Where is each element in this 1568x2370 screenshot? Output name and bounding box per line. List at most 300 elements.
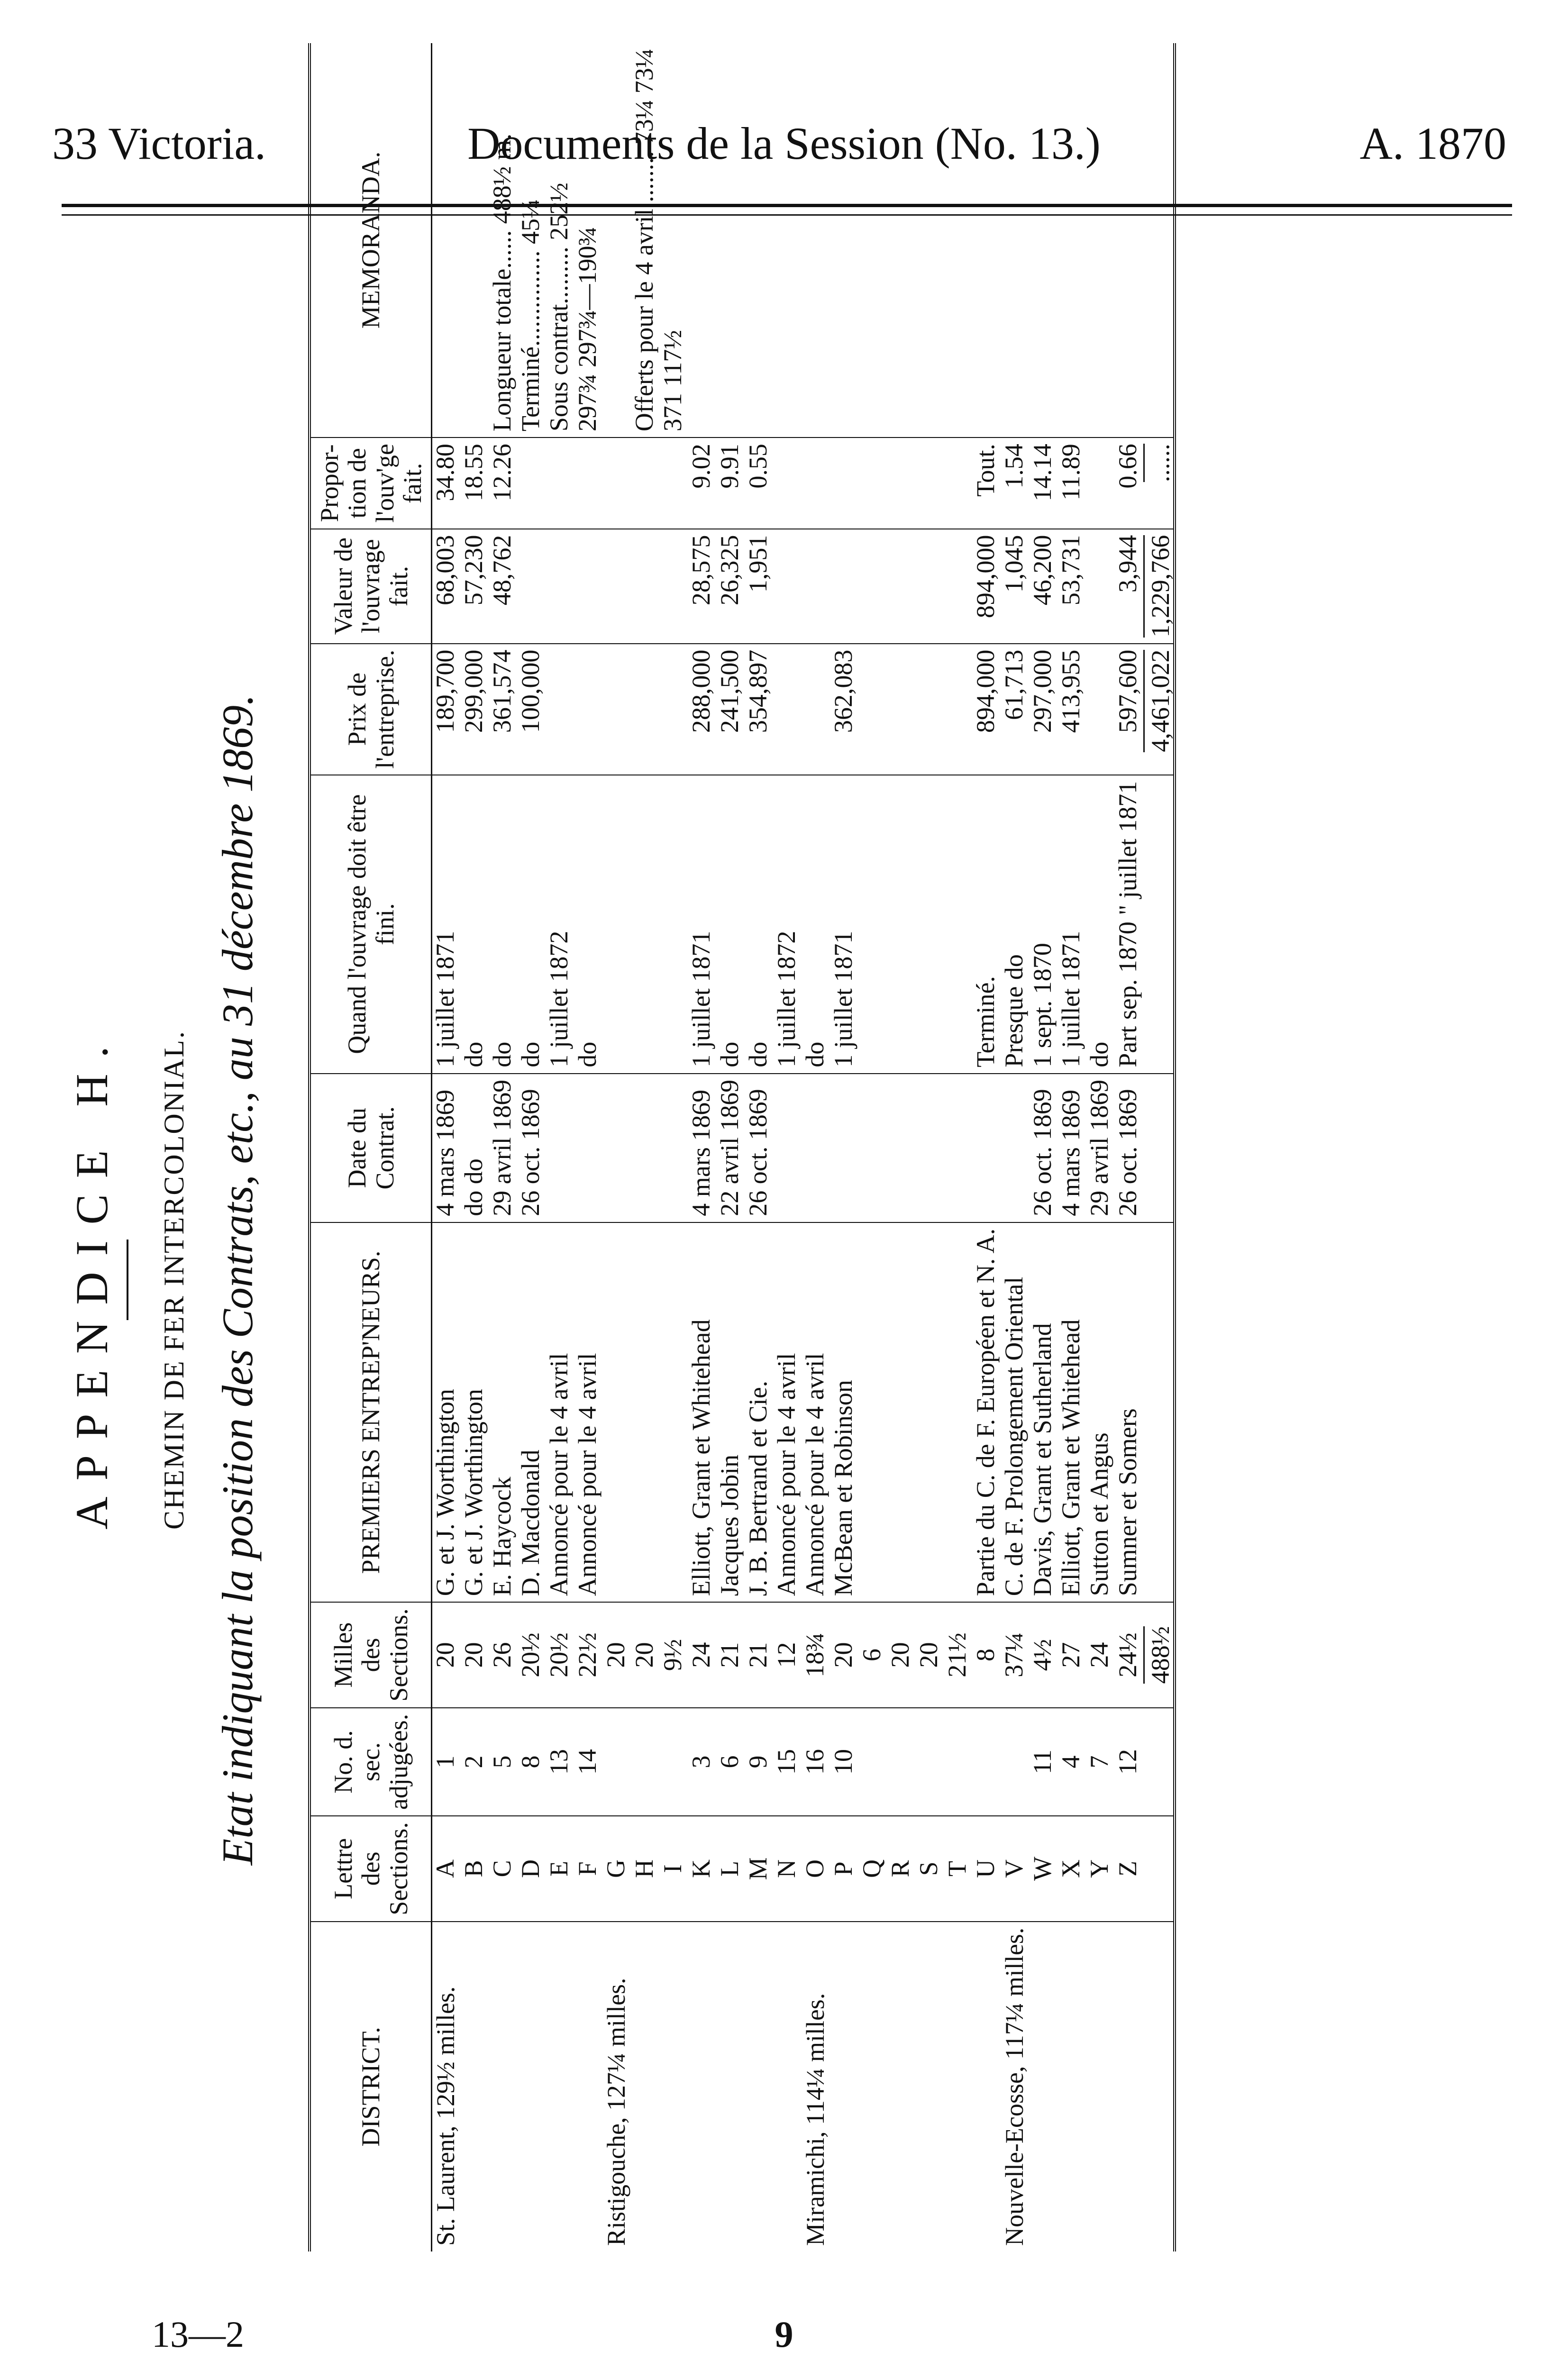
cell-milles: 27 xyxy=(1058,1602,1086,1707)
table-row xyxy=(1058,43,1086,2252)
cell-memo xyxy=(603,43,631,438)
col-header-date: Date du Contrat. xyxy=(310,1074,432,1222)
cell-quand: do xyxy=(802,775,830,1074)
cell-date xyxy=(574,1074,603,1222)
col-header-no: No. d. sec. adjugées. xyxy=(310,1708,432,1816)
cell-milles: 24 xyxy=(1086,1602,1115,1707)
cell-milles: 20 xyxy=(916,1602,944,1707)
cell-prix xyxy=(1086,644,1115,775)
cell-entrepreneur: Partie du C. de F. Européen et N. A. xyxy=(973,1222,1001,1603)
table-row xyxy=(717,43,745,2252)
cell-proportion xyxy=(1086,438,1115,529)
cell-prix: 297,000 xyxy=(1030,644,1058,775)
cell-lettre: S xyxy=(916,1816,944,1921)
cell-entrepreneur: J. B. Bertrand et Cie. xyxy=(745,1222,774,1603)
cell-district xyxy=(774,1922,802,2252)
cell-valeur xyxy=(887,529,916,644)
cell-district xyxy=(1086,1922,1115,2252)
cell-entrepreneur: C. de F. Prolongement Oriental xyxy=(1001,1222,1030,1603)
cell-district xyxy=(518,1922,546,2252)
table-row xyxy=(859,43,887,2252)
cell-lettre: Q xyxy=(859,1816,887,1921)
cell-district xyxy=(1058,1922,1086,2252)
cell-proportion xyxy=(631,438,660,529)
cell-lettre: U xyxy=(973,1816,1001,1921)
cell-date: 26 oct. 1869 xyxy=(518,1074,546,1222)
cell-date xyxy=(830,1074,859,1222)
totals-cell-quand xyxy=(1143,775,1175,1074)
cell-quand: Terminé. xyxy=(973,775,1001,1074)
cell-prix xyxy=(802,644,830,775)
cell-lettre: L xyxy=(717,1816,745,1921)
cell-prix xyxy=(574,644,603,775)
cell-date xyxy=(631,1074,660,1222)
cell-district xyxy=(631,1922,660,2252)
totals-cell-proportion xyxy=(1143,438,1175,529)
totals-cell-no xyxy=(1143,1708,1175,1816)
cell-milles: 9½ xyxy=(660,1602,688,1707)
cell-date xyxy=(916,1074,944,1222)
table-row xyxy=(603,43,631,2252)
cell-memo xyxy=(1058,43,1086,438)
cell-entrepreneur xyxy=(859,1222,887,1603)
cell-no: 13 xyxy=(546,1708,574,1816)
cell-date xyxy=(859,1074,887,1222)
cell-memo xyxy=(802,43,830,438)
cell-district xyxy=(489,1922,518,2252)
totals-cell-date xyxy=(1143,1074,1175,1222)
cell-memo xyxy=(461,43,489,438)
cell-lettre: R xyxy=(887,1816,916,1921)
cell-quand xyxy=(916,775,944,1074)
totals-row xyxy=(1143,43,1175,2252)
cell-proportion: 11.89 xyxy=(1058,438,1086,529)
cell-valeur xyxy=(518,529,546,644)
cell-milles: 20 xyxy=(830,1602,859,1707)
cell-prix: 354,897 xyxy=(745,644,774,775)
table-row xyxy=(802,43,830,2252)
table-row xyxy=(745,43,774,2252)
cell-memo xyxy=(432,43,461,438)
cell-valeur: 1,045 xyxy=(1001,529,1030,644)
cell-prix xyxy=(859,644,887,775)
cell-quand xyxy=(859,775,887,1074)
cell-milles: 24 xyxy=(688,1602,717,1707)
cell-quand: 1 juillet 1872 xyxy=(774,775,802,1074)
cell-entrepreneur xyxy=(887,1222,916,1603)
cell-valeur xyxy=(859,529,887,644)
cell-no: 3 xyxy=(688,1708,717,1816)
cell-entrepreneur: Jacques Jobin xyxy=(717,1222,745,1603)
cell-milles: 22½ xyxy=(574,1602,603,1707)
cell-memo xyxy=(973,43,1001,438)
cell-milles: 37¼ xyxy=(1001,1602,1030,1707)
cell-date: 4 mars 1869 xyxy=(1058,1074,1086,1222)
cell-entrepreneur xyxy=(603,1222,631,1603)
cell-entrepreneur: G. et J. Worthington xyxy=(461,1222,489,1603)
cell-quand xyxy=(631,775,660,1074)
cell-milles: 20 xyxy=(461,1602,489,1707)
totals-cell-memo xyxy=(1143,43,1175,438)
table-row xyxy=(1001,43,1030,2252)
col-header-milles: Milles des Sections. xyxy=(310,1602,432,1707)
cell-district: Nouvelle-Ecosse, 117¼ milles. xyxy=(1000,1927,1029,2246)
cell-district: Ristigouche, 127¼ milles. xyxy=(602,1978,631,2246)
cell-memo xyxy=(916,43,944,438)
cell-district xyxy=(717,1922,745,2252)
cell-prix: 361,574 xyxy=(489,644,518,775)
cell-lettre: A xyxy=(432,1816,461,1921)
cell-date xyxy=(1001,1074,1030,1222)
cell-no xyxy=(660,1708,688,1816)
cell-valeur xyxy=(631,529,660,644)
total-milles: 488½ xyxy=(1143,1626,1173,1684)
cell-date: 4 mars 1869 xyxy=(432,1074,461,1222)
cell-milles: 21 xyxy=(717,1602,745,1707)
total-valeur: 1,229,766 xyxy=(1143,535,1173,638)
table-row xyxy=(774,43,802,2252)
cell-district xyxy=(1115,1922,1143,2252)
cell-entrepreneur: Sumner et Somers xyxy=(1115,1222,1143,1603)
totals-cell-prix xyxy=(1143,644,1175,775)
cell-no: 1 xyxy=(432,1708,461,1816)
cell-no: 7 xyxy=(1086,1708,1115,1816)
cell-lettre: H xyxy=(631,1816,660,1921)
cell-milles: 18¾ xyxy=(802,1602,830,1707)
cell-prix xyxy=(603,644,631,775)
cell-milles: 20 xyxy=(603,1602,631,1707)
cell-entrepreneur xyxy=(916,1222,944,1603)
col-header-memoranda: MEMORANDA. xyxy=(310,43,432,438)
cell-quand: 1 juillet 1871 xyxy=(432,775,461,1074)
cell-memo: Offerts pour le 4 avril ........ 73¼ 73¼ xyxy=(631,43,660,438)
cell-proportion xyxy=(830,438,859,529)
total-prix: 4,461,022 xyxy=(1143,650,1173,752)
cell-proportion: 0.55 xyxy=(745,438,774,529)
cell-district xyxy=(887,1922,916,2252)
cell-prix xyxy=(887,644,916,775)
cell-valeur xyxy=(546,529,574,644)
cell-proportion xyxy=(574,438,603,529)
cell-no: 10 xyxy=(830,1708,859,1816)
cell-proportion xyxy=(887,438,916,529)
cell-no: 14 xyxy=(574,1708,603,1816)
cell-lettre: B xyxy=(461,1816,489,1921)
cell-proportion xyxy=(518,438,546,529)
cell-entrepreneur: G. et J. Worthington xyxy=(432,1222,461,1603)
cell-district xyxy=(1030,1922,1058,2252)
cell-milles: 20½ xyxy=(518,1602,546,1707)
cell-prix xyxy=(631,644,660,775)
cell-lettre: T xyxy=(944,1816,973,1921)
cell-entrepreneur: Annoncé pour le 4 avril xyxy=(802,1222,830,1603)
col-header-quand: Quand l'ouvrage doit être fini. xyxy=(310,775,432,1074)
cell-valeur xyxy=(916,529,944,644)
cell-no xyxy=(1001,1708,1030,1816)
appendix-title: APPENDICE H. xyxy=(66,1030,117,1530)
cell-prix: 413,955 xyxy=(1058,644,1086,775)
cell-memo xyxy=(1086,43,1115,438)
cell-date: 29 avril 1869 xyxy=(489,1074,518,1222)
cell-quand: do xyxy=(745,775,774,1074)
cell-date: 4 mars 1869 xyxy=(688,1074,717,1222)
cell-memo xyxy=(830,43,859,438)
cell-prix: 299,000 xyxy=(461,644,489,775)
cell-memo xyxy=(688,43,717,438)
cell-lettre: E xyxy=(546,1816,574,1921)
page-header-center: Documents de la Session (No. 13.) xyxy=(467,118,1101,169)
cell-milles: 20 xyxy=(887,1602,916,1707)
cell-memo: Longueur totale...... 488½ m. xyxy=(489,43,518,438)
cell-quand: 1 juillet 1871 xyxy=(688,775,717,1074)
cell-lettre: M xyxy=(745,1816,774,1921)
cell-no: 2 xyxy=(461,1708,489,1816)
table-row xyxy=(432,43,461,2252)
totals-cell-milles xyxy=(1143,1602,1175,1707)
table-row xyxy=(1030,43,1058,2252)
cell-valeur: 894,000 xyxy=(973,529,1001,644)
contracts-table xyxy=(308,43,1176,2252)
col-header-valeur: Valeur de l'ouvrage fait. xyxy=(310,529,432,644)
cell-memo xyxy=(859,43,887,438)
cell-entrepreneur: D. Macdonald xyxy=(518,1222,546,1603)
cell-entrepreneur xyxy=(631,1222,660,1603)
cell-lettre: K xyxy=(688,1816,717,1921)
col-header-district: DISTRICT. xyxy=(310,1922,432,2252)
cell-milles: 6 xyxy=(859,1602,887,1707)
cell-quand: do xyxy=(1086,775,1115,1074)
cell-memo xyxy=(717,43,745,438)
cell-prix xyxy=(916,644,944,775)
cell-valeur xyxy=(774,529,802,644)
table-row xyxy=(973,43,1001,2252)
page-header-right: A. 1870 xyxy=(1359,118,1506,169)
cell-no: 12 xyxy=(1115,1708,1143,1816)
col-header-entrepreneurs: PREMIERS ENTREP'NEURS. xyxy=(310,1222,432,1603)
cell-entrepreneur: McBean et Robinson xyxy=(830,1222,859,1603)
cell-district xyxy=(546,1922,574,2252)
totals-cell-valeur xyxy=(1143,529,1175,644)
cell-lettre: I xyxy=(660,1816,688,1921)
cell-valeur: 48,762 xyxy=(489,529,518,644)
cell-proportion xyxy=(916,438,944,529)
statement-title: Etat indiquant la position des Contrats, etc., au 31 décembre 1869. xyxy=(213,694,262,1866)
cell-date xyxy=(603,1074,631,1222)
cell-proportion: 18.55 xyxy=(461,438,489,529)
cell-proportion xyxy=(774,438,802,529)
cell-date: 26 oct. 1869 xyxy=(745,1074,774,1222)
cell-lettre: F xyxy=(574,1816,603,1921)
cell-milles: 20 xyxy=(432,1602,461,1707)
cell-valeur xyxy=(574,529,603,644)
cell-prix: 597,600 xyxy=(1115,644,1143,775)
cell-district xyxy=(574,1922,603,2252)
cell-valeur: 3,944 xyxy=(1115,529,1143,644)
cell-date xyxy=(660,1074,688,1222)
cell-milles: 24½ xyxy=(1115,1602,1143,1707)
cell-lettre: V xyxy=(1001,1816,1030,1921)
cell-prix: 241,500 xyxy=(717,644,745,775)
totals-cell-lettre xyxy=(1143,1816,1175,1921)
cell-memo xyxy=(944,43,973,438)
cell-prix xyxy=(546,644,574,775)
cell-quand: 1 juillet 1871 xyxy=(1058,775,1086,1074)
cell-quand xyxy=(944,775,973,1074)
cell-entrepreneur: E. Haycock xyxy=(489,1222,518,1603)
cell-entrepreneur: Annoncé pour le 4 avril xyxy=(546,1222,574,1603)
cell-memo xyxy=(745,43,774,438)
cell-date: 26 oct. 1869 xyxy=(1030,1074,1058,1222)
cell-no xyxy=(916,1708,944,1816)
cell-proportion: 9.02 xyxy=(688,438,717,529)
cell-no: 11 xyxy=(1030,1708,1058,1816)
cell-valeur: 26,325 xyxy=(717,529,745,644)
cell-valeur xyxy=(660,529,688,644)
cell-date xyxy=(774,1074,802,1222)
cell-memo: 371 117½ xyxy=(660,43,688,438)
table-row xyxy=(461,43,489,2252)
cell-no: 9 xyxy=(745,1708,774,1816)
table-row xyxy=(489,43,518,2252)
cell-quand xyxy=(887,775,916,1074)
cell-entrepreneur: Davis, Grant et Sutherland xyxy=(1030,1222,1058,1603)
cell-proportion: 14.14 xyxy=(1030,438,1058,529)
cell-valeur: 46,200 xyxy=(1030,529,1058,644)
cell-memo xyxy=(774,43,802,438)
cell-date: do do xyxy=(461,1074,489,1222)
title-block xyxy=(57,246,263,2313)
cell-quand xyxy=(603,775,631,1074)
cell-memo xyxy=(1030,43,1058,438)
cell-memo: 297¾ 297¾—190¾ xyxy=(574,43,603,438)
cell-lettre: X xyxy=(1058,1816,1086,1921)
cell-no: 8 xyxy=(518,1708,546,1816)
cell-milles: 21 xyxy=(745,1602,774,1707)
cell-date: 29 avril 1869 xyxy=(1086,1074,1115,1222)
cell-valeur: 28,575 xyxy=(688,529,717,644)
cell-proportion: 1.54 xyxy=(1001,438,1030,529)
cell-valeur: 1,951 xyxy=(745,529,774,644)
table-row xyxy=(1115,43,1143,2252)
table-row xyxy=(1086,43,1115,2252)
cell-quand: 1 juillet 1872 xyxy=(546,775,574,1074)
cell-proportion: 12.26 xyxy=(489,438,518,529)
cell-no: 4 xyxy=(1058,1708,1086,1816)
cell-no xyxy=(887,1708,916,1816)
cell-valeur xyxy=(802,529,830,644)
cell-district xyxy=(944,1922,973,2252)
table-row xyxy=(887,43,916,2252)
cell-lettre: D xyxy=(518,1816,546,1921)
cell-quand: Part sep. 1870 " juillet 1871 xyxy=(1115,775,1143,1074)
cell-district: Miramichi, 114¼ milles. xyxy=(801,1993,830,2246)
cell-prix: 189,700 xyxy=(432,644,461,775)
cell-date xyxy=(973,1074,1001,1222)
cell-lettre: C xyxy=(489,1816,518,1921)
footer-sheet-number: 13—2 xyxy=(152,2314,244,2355)
cell-milles: 4½ xyxy=(1030,1602,1058,1707)
cell-memo xyxy=(887,43,916,438)
page-header-left: 33 Victoria. xyxy=(52,118,266,169)
cell-prix xyxy=(660,644,688,775)
cell-valeur: 57,230 xyxy=(461,529,489,644)
totals-cell-entrepreneur xyxy=(1143,1222,1175,1603)
cell-quand: do xyxy=(461,775,489,1074)
cell-entrepreneur xyxy=(944,1222,973,1603)
cell-lettre: Y xyxy=(1086,1816,1115,1921)
cell-no xyxy=(944,1708,973,1816)
cell-entrepreneur xyxy=(660,1222,688,1603)
cell-lettre: P xyxy=(830,1816,859,1921)
cell-district: St. Laurent, 129½ milles. xyxy=(431,1986,460,2246)
cell-milles: 21½ xyxy=(944,1602,973,1707)
table-row xyxy=(574,43,603,2252)
cell-quand: Presque do xyxy=(1001,775,1030,1074)
cell-district xyxy=(973,1922,1001,2252)
cell-milles: 12 xyxy=(774,1602,802,1707)
table-row xyxy=(631,43,660,2252)
cell-memo xyxy=(1001,43,1030,438)
cell-prix xyxy=(774,644,802,775)
col-header-prix: Prix de l'entreprise. xyxy=(310,644,432,775)
totals-cell-district xyxy=(1143,1922,1175,2252)
cell-proportion xyxy=(944,438,973,529)
cell-prix: 100,000 xyxy=(518,644,546,775)
cell-no: 15 xyxy=(774,1708,802,1816)
cell-proportion xyxy=(603,438,631,529)
cell-proportion: 9.91 xyxy=(717,438,745,529)
cell-date xyxy=(802,1074,830,1222)
cell-memo: Sous contrat......... 252½ xyxy=(546,43,574,438)
cell-lettre: W xyxy=(1030,1816,1058,1921)
cell-date: 26 oct. 1869 xyxy=(1115,1074,1143,1222)
cell-district xyxy=(830,1922,859,2252)
cell-memo xyxy=(1115,43,1143,438)
total-proportion: ...... xyxy=(1143,444,1173,482)
cell-no: 6 xyxy=(717,1708,745,1816)
cell-proportion xyxy=(546,438,574,529)
cell-date xyxy=(546,1074,574,1222)
col-header-lettre: Lettre des Sections. xyxy=(310,1816,432,1921)
cell-lettre: G xyxy=(603,1816,631,1921)
table-body xyxy=(432,43,1175,2252)
title-separator xyxy=(127,1240,128,1320)
cell-no: 5 xyxy=(489,1708,518,1816)
cell-prix: 61,713 xyxy=(1001,644,1030,775)
cell-quand: 1 juillet 1871 xyxy=(830,775,859,1074)
cell-prix: 288,000 xyxy=(688,644,717,775)
table-row xyxy=(660,43,688,2252)
cell-no: 16 xyxy=(802,1708,830,1816)
cell-prix: 894,000 xyxy=(973,644,1001,775)
cell-district xyxy=(745,1922,774,2252)
cell-prix: 362,083 xyxy=(830,644,859,775)
cell-valeur xyxy=(1086,529,1115,644)
cell-valeur: 68,003 xyxy=(432,529,461,644)
cell-proportion: 0.66 xyxy=(1115,438,1143,529)
cell-valeur: 53,731 xyxy=(1058,529,1086,644)
cell-entrepreneur: Annoncé pour le 4 avril xyxy=(774,1222,802,1603)
table-header-row xyxy=(310,43,432,2252)
cell-entrepreneur: Sutton et Angus xyxy=(1086,1222,1115,1603)
cell-milles: 20 xyxy=(631,1602,660,1707)
cell-entrepreneur: Annoncé pour le 4 avril xyxy=(574,1222,603,1603)
cell-district xyxy=(660,1922,688,2252)
cell-district xyxy=(688,1922,717,2252)
table-row xyxy=(830,43,859,2252)
cell-valeur xyxy=(603,529,631,644)
table-row xyxy=(944,43,973,2252)
